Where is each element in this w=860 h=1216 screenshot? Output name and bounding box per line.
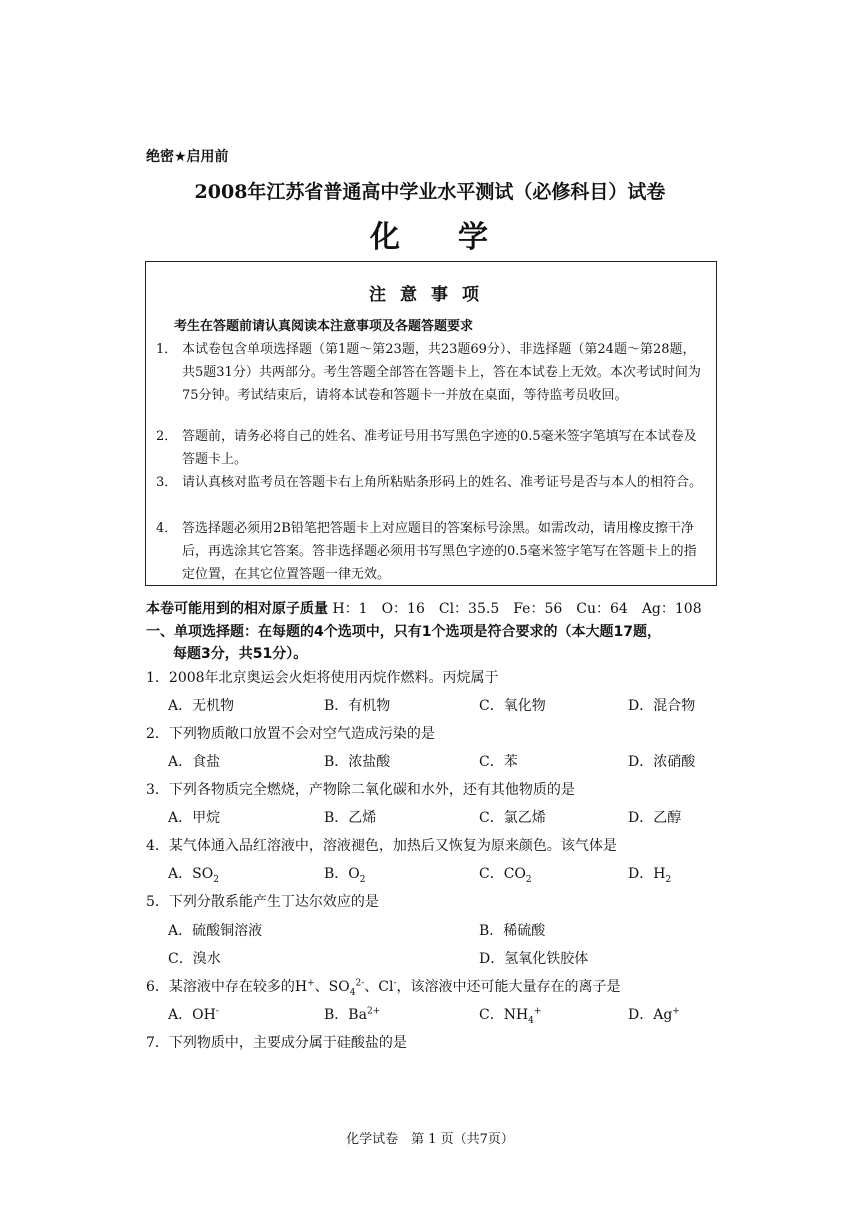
option-b: B．乙烯 [324,810,377,826]
stem-text: 、SO [314,979,350,995]
notice-item-number: 1． [156,342,178,357]
superscript: - [393,978,397,989]
option-d [628,863,671,885]
subscript: 2 [213,874,219,885]
notice-item-number: 2． [156,429,178,444]
notice-item-number: 3． [156,475,178,490]
option-text: D．H [628,866,666,882]
option-c: C．氧化物 [479,698,546,714]
atomic-mass-values: H：1 O：16 Cl：35.5 Fe：56 Cu：64 Ag：108 [332,601,702,617]
option-c: C．氯乙烯 [479,810,546,826]
section-title-line1: 一、单项选择题：在每题的4个选项中，只有1个选项是符合要求的（本大题17题， [146,624,661,640]
stem-text: 、Cl [364,979,394,995]
option-a [168,1004,219,1024]
secret-label: 绝密★启用前 [146,149,229,165]
question-stem: 4．某气体通入品红溶液中，溶液褪色，加热后又恢复为原来颜色。该气体是 [146,838,617,854]
option-text: C．NH [479,1007,529,1023]
option-text: D．Ag [628,1007,673,1023]
subscript: 4 [349,987,356,998]
page-footer: 化学试卷 第 1 页（共7页） [346,1132,514,1147]
superscript: 2- [355,978,365,989]
question-stem: 1．2008年北京奥运会火炬将使用丙烷作燃料。丙烷属于 [146,670,499,686]
stem-text: ，该溶液中还可能大量存在的离子是 [396,979,621,995]
notice-item-number: 4． [156,521,178,536]
subscript: 2 [359,874,366,885]
atomic-mass-label: 本卷可能用到的相对原子质量 [146,601,328,617]
subject-char-2: 学 [458,220,490,255]
subscript: 4 [528,1015,534,1026]
notice-item-text: 答选择题必须用2B铅笔把答题卡上对应题目的答案标号涂黑。如需改动，请用橡皮擦干净后，再选涂其它答案。答非选择题必须用书写黑色字迹的0.5毫米签字笔写在答题卡上的指定位置，在其它位置答题一律无效。 [182,521,697,582]
option-c [479,1004,541,1026]
option-text: B．Ba [324,1007,367,1023]
option-d [628,1004,680,1024]
notice-intro: 考生在答题前请认真阅读本注意事项及各题答题要求 [174,319,474,334]
notice-item [156,471,708,494]
option-text: C．CO [479,866,526,882]
option-text: A．SO [168,866,214,882]
atomic-mass-line [146,598,702,618]
superscript: + [533,1006,542,1017]
subject-char-1: 化 [370,220,402,255]
option-b: B．有机物 [324,698,391,714]
option-b: B．稀硫酸 [479,923,546,939]
notice-item [156,425,708,471]
option-d: D．乙醇 [628,810,682,826]
question-stem: 3．下列各物质完全燃烧，产物除二氧化碳和水外，还有其他物质的是 [146,782,575,798]
option-c: C．溴水 [168,951,221,967]
superscript: + [672,1006,680,1017]
question-stem [146,976,621,998]
question-stem: 7．下列物质中，主要成分属于硅酸盐的是 [146,1035,407,1051]
notice-item-text: 本试卷包含单项选择题（第1题～第23题，共23题69分）、非选择题（第24题～第28题，共5题31分）共两部分。考生答题全部答在答题卡上，答在本试卷上无效。本次考试时间为75分钟。考试结束后，请将本试卷和答题卡一并放在桌面，等待监考员收回。 [182,342,701,403]
option-text: B．O [324,866,360,882]
option-a [168,863,219,885]
option-c [479,863,532,885]
superscript: 2+ [366,1006,381,1017]
notice-item [156,517,708,586]
exam-title: 2008年江苏省普通高中学业水平测试（必修科目）试卷 [194,181,666,203]
notice-box [145,261,717,586]
subscript: 2 [665,874,672,885]
option-a: A．甲烷 [168,810,221,826]
option-d: D．氢氧化铁胶体 [479,951,589,967]
subject-title [0,212,860,256]
superscript: - [215,1006,219,1017]
notice-heading: 注意事项 [369,285,493,305]
question-stem: 5．下列分散系能产生丁达尔效应的是 [146,894,379,910]
option-a: A．食盐 [168,754,221,770]
option-text: A．OH [168,1007,216,1023]
option-b [324,863,366,885]
question-stem: 2．下列物质敞口放置不会对空气造成污染的是 [146,726,435,742]
superscript: + [307,978,315,989]
option-a: A．无机物 [168,698,235,714]
option-d: D．混合物 [628,698,696,714]
section-title-line2: 每题3分，共51分）。 [173,646,308,662]
option-a: A．硫酸铜溶液 [168,923,263,939]
notice-item-text: 答题前，请务必将自己的姓名、准考证号用书写黑色字迹的0.5毫米签字笔填写在本试卷及答题卡上。 [182,429,697,467]
notice-item-text: 请认真核对监考员在答题卡右上角所粘贴条形码上的姓名、准考证号是否与本人的相符合。 [182,475,703,490]
option-d: D．浓硝酸 [628,754,696,770]
option-b [324,1004,380,1024]
option-c: C．苯 [479,754,518,770]
option-b: B．浓盐酸 [324,754,391,770]
stem-text: 6．某溶液中存在较多的H [146,979,308,995]
subscript: 2 [525,874,532,885]
notice-item [156,338,708,407]
